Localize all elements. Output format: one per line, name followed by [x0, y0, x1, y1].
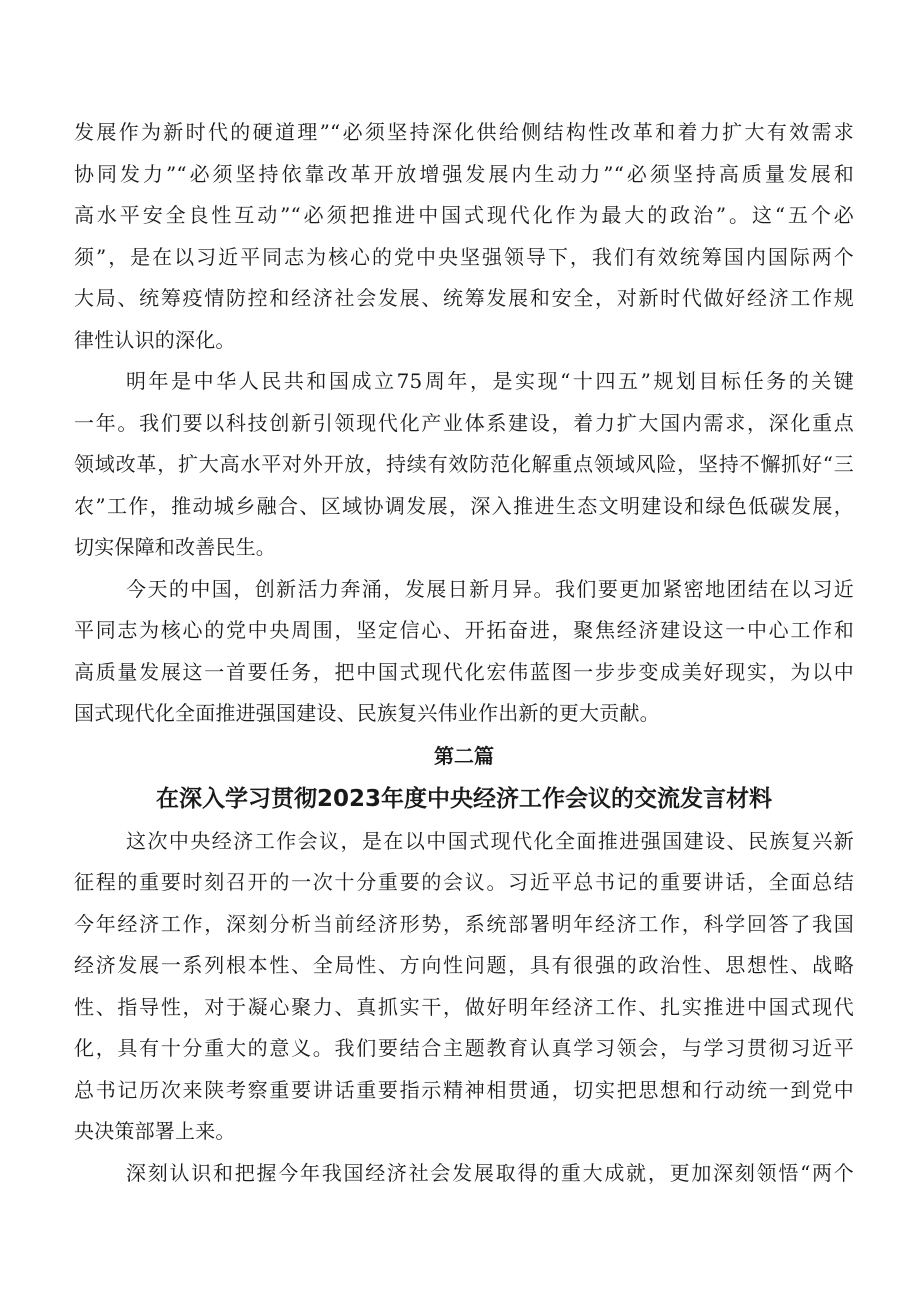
paragraph-1: [74, 112, 854, 361]
paragraph-2: [74, 361, 854, 569]
document-title: 在深入学习贯彻2023年度中央经济工作会议的交流发言材料: [155, 785, 772, 812]
text-line: 领域改革，扩大高水平对外开放，持续有效防范化解重点领域风险，坚持不懈抓好“三: [74, 452, 854, 476]
text-line: 总书记历次来陕考察重要讲话重要指示精神相贯通，切实把思想和行动统一到党中: [74, 1077, 854, 1102]
text-line: 性、指导性，对于凝心聚力、真抓实干，做好明年经济工作、扎实推进中国式现代: [74, 994, 854, 1019]
text-line: 切实保障和改善民生。: [74, 535, 276, 559]
section-label: 第二篇: [434, 743, 494, 768]
text-line: 须”，是在以习近平同志为核心的党中央坚强领导下，我们有效统筹国内国际两个: [74, 244, 854, 269]
text-line: 今年经济工作，深刻分析当前经济形势，系统部署明年经济工作，科学回答了我国: [74, 911, 854, 936]
text-line: 这次中央经济工作会议，是在以中国式现代化全面推进强国建设、民族复兴新: [126, 828, 854, 853]
text-line: 深刻认识和把握今年我国经济社会发展取得的重大成就，更加深刻领悟“两个: [126, 1160, 854, 1185]
text-line: 央决策部署上来。: [74, 1119, 236, 1143]
text-line: 化，具有十分重大的意义。我们要结合主题教育认真学习领会，与学习贯彻习近平: [74, 1036, 854, 1060]
text-line: 明年是中华人民共和国成立75周年，是实现“十四五”规划目标任务的关键: [126, 369, 854, 393]
text-line: 平同志为核心的党中央周围，坚定信心、开拓奋进，聚焦经济建设这一中心工作和: [74, 618, 854, 642]
paragraph-5: [74, 1153, 854, 1195]
text-line: 协同发力”“必须坚持依靠改革开放增强发展内生动力”“必须坚持高质量发展和: [74, 161, 854, 186]
paragraph-4: [74, 821, 854, 1153]
text-line: 发展作为新时代的硬道理”“必须坚持深化供给侧结构性改革和着力扩大有效需求: [74, 120, 854, 144]
text-line: 农”工作，推动城乡融合、区域协调发展，深入推进生态文明建设和绿色低碳发展，: [74, 493, 854, 518]
text-line: 国式现代化全面推进强国建设、民族复兴伟业作出新的更大贡献。: [74, 701, 660, 725]
text-line: 律性认识的深化。: [74, 327, 236, 352]
text-line: 高水平安全良性互动”“必须把推进中国式现代化作为最大的政治”。这“五个必: [74, 203, 854, 227]
paragraph-3: [74, 569, 854, 735]
text-line: 一年。我们要以科技创新引领现代化产业体系建设，着力扩大国内需求，深化重点: [74, 410, 854, 435]
text-line: 今天的中国，创新活力奔涌，发展日新月异。我们要更加紧密地团结在以习近: [126, 576, 854, 601]
text-line: 高质量发展这一首要任务，把中国式现代化宏伟蓝图一步步变成美好现实，为以中: [74, 659, 854, 684]
text-line: 经济发展一系列根本性、全局性、方向性问题，具有很强的政治性、思想性、战略: [74, 953, 854, 977]
document-page: [74, 112, 854, 1194]
text-line: 大局、统筹疫情防控和经济社会发展、统筹发展和安全，对新时代做好经济工作规: [74, 286, 854, 310]
text-line: 征程的重要时刻召开的一次十分重要的会议。习近平总书记的重要讲话，全面总结: [74, 870, 854, 894]
